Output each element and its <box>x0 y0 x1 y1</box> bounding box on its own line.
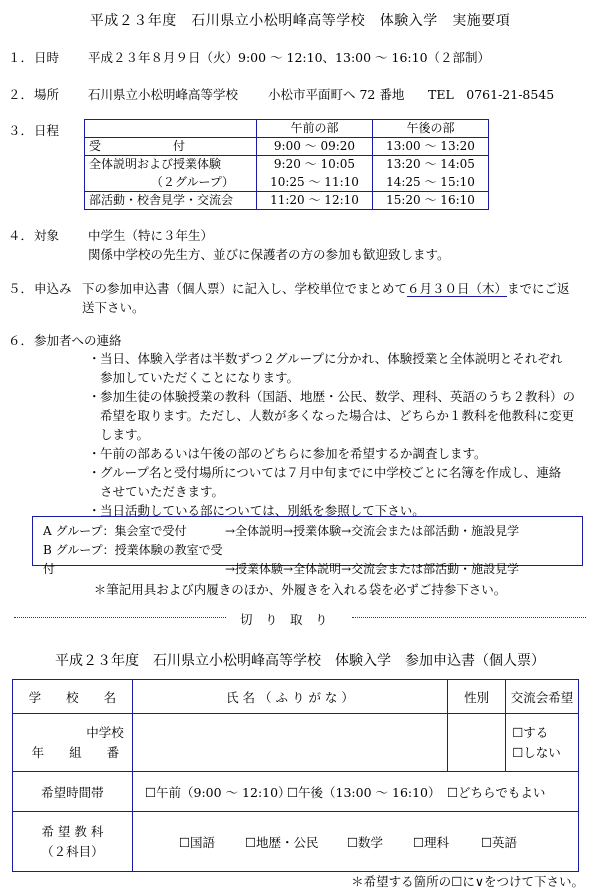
group-b-flow: →授業体験→全体説明→交流会または部活動・施設見学 <box>225 562 520 576</box>
schedule-row-am: 11:20 〜 12:10 <box>257 192 373 210</box>
section-4-line2: 関係中学校の先生方、並びに保護者の方の参加も歓迎致します。 <box>88 247 450 262</box>
note-item <box>90 444 590 463</box>
schedule-row <box>85 174 489 192</box>
schedule-row-label: 受 付 <box>85 138 257 156</box>
subject-japanese-checkbox[interactable]: ☐国語 <box>178 834 216 850</box>
name-cell[interactable] <box>132 714 447 772</box>
note-line: します。 <box>100 427 150 442</box>
note-item <box>90 387 590 444</box>
schedule-row-label: 全体説明および授業体験 <box>85 156 257 174</box>
schedule-row-pm: 14:25 〜 15:10 <box>373 174 489 192</box>
header-school: 学 校 名 <box>13 680 133 714</box>
schedule-row <box>85 192 489 210</box>
schedule-header-am: 午前の部 <box>257 120 373 138</box>
schedule-row-label: 部活動・校舎見学・交流会 <box>85 192 257 210</box>
section-6-label: 参加者への連絡 <box>34 333 122 348</box>
schedule-row-am: 10:25 〜 11:10 <box>257 174 373 192</box>
exchange-yes-checkbox[interactable]: ☐する <box>512 724 549 740</box>
note-line: ・ 当日、体験入学者は半数ずつ２グループに分かれ、体験授業と全体説明とそれぞれ <box>100 351 563 366</box>
class-label: 年 組 番 <box>31 744 120 760</box>
notes-list <box>90 349 590 520</box>
section-5-text <box>82 279 570 297</box>
form-student-row <box>13 714 579 772</box>
section-2-number: ２． <box>8 87 34 102</box>
exchange-no-checkbox[interactable]: ☐しない <box>512 744 561 760</box>
section-2-address: 小松市平面町へ 72 番地 <box>268 87 405 102</box>
section-5-line2: 送下さい。 <box>82 300 145 315</box>
section-5-post: までにご返 <box>507 281 570 296</box>
section-1-text: 平成２３年８月９日（火）9:00 〜 12:10、13:00 〜 16:10（２部制） <box>88 50 491 65</box>
school-suffix: 中学校 <box>86 724 124 740</box>
header-name: 氏 名 （ ふ り が な ） <box>132 680 447 714</box>
footnote: ＊筆記用具および内履きのほか、外履きを入れる袋を必ずご持参下さい。 <box>93 582 507 597</box>
subject-label-cell <box>13 812 133 872</box>
section-3-label: 日程 <box>34 123 60 138</box>
group-a-row <box>43 522 572 541</box>
schedule-row-pm: 13:00 〜 13:20 <box>373 138 489 156</box>
schedule-row-am: 9:20 〜 10:05 <box>257 156 373 174</box>
subject-sub: （２科目） <box>41 843 104 859</box>
gender-cell[interactable] <box>448 714 506 772</box>
note-line: ・ 当日活動している部については、別紙を参照して下さい。 <box>100 503 425 518</box>
subject-label: 希 望 教 科 <box>41 823 104 839</box>
note-item <box>90 349 590 387</box>
note-line: ・ 参加生徒の体験授業の教科（国語、地歴・公民、数学、理科、英語のうち２教科）の <box>100 389 576 404</box>
cut-line-right <box>352 617 586 618</box>
note-line: 参加していただくことになります。 <box>100 370 300 385</box>
form-title: 平成２３年度 石川県立小松明峰高等学校 体験入学 参加申込書（個人票） <box>55 653 545 669</box>
section-5-label: 申込み <box>34 281 72 296</box>
group-b-row <box>43 541 572 579</box>
group-box <box>32 516 583 576</box>
section-5-number: ５． <box>8 281 34 296</box>
section-2-label: 場所 <box>34 87 60 102</box>
note-line: ・ グループ名と受付場所については７月中旬までに中学校ごとに名簿を作成し、連絡 <box>100 465 562 480</box>
section-2-tel: TEL 0761-21-8545 <box>428 87 555 102</box>
schedule-row-am: 9:00 〜 09:20 <box>257 138 373 156</box>
header-gender: 性別 <box>448 680 506 714</box>
section-4-line1: 中学生（特に３年生） <box>88 228 214 243</box>
schedule-row-pm: 13:20 〜 14:05 <box>373 156 489 174</box>
form-subject-row <box>13 812 579 872</box>
section-4-number: ４． <box>8 228 34 243</box>
schedule-row-label: （２グループ） <box>85 174 257 192</box>
note-line: 希望を取ります。ただし、人数が多くなった場合は、どちらか１教科を他教科に変更 <box>100 408 575 423</box>
time-am-checkbox[interactable]: ☐午前（9:00 〜 12:10） <box>144 784 291 800</box>
time-pm-checkbox[interactable]: ☐午後（13:00 〜 16:10） <box>286 784 441 800</box>
cut-line-left <box>14 617 226 618</box>
form-time-row <box>13 772 579 812</box>
schedule-header-blank <box>85 120 257 138</box>
section-2-school: 石川県立小松明峰高等学校 <box>88 87 239 102</box>
section-1-number: １． <box>8 50 34 65</box>
section-1-label: 日時 <box>34 50 60 65</box>
section-4-label: 対象 <box>34 228 60 243</box>
subject-history-checkbox[interactable]: ☐地歴・公民 <box>244 834 319 850</box>
subject-english-checkbox[interactable]: ☐英語 <box>480 834 518 850</box>
note-item <box>90 463 590 501</box>
group-b-label: B グループ：授業体験の教室で受付 <box>43 543 223 576</box>
time-options <box>132 772 578 812</box>
form-note: ＊希望する箇所の☐に∨をつけて下さい。 <box>351 874 584 889</box>
subject-science-checkbox[interactable]: ☐理科 <box>412 834 450 850</box>
deadline-date: ６月３０日（木） <box>407 281 508 296</box>
schedule-header-row <box>85 120 489 138</box>
subject-math-checkbox[interactable]: ☐数学 <box>346 834 384 850</box>
school-cell[interactable] <box>13 714 133 772</box>
subject-options <box>132 812 578 872</box>
schedule-table <box>84 119 489 210</box>
application-form <box>12 679 579 872</box>
time-any-checkbox[interactable]: ☐どちらでもよい <box>446 784 546 800</box>
exchange-cell <box>506 714 579 772</box>
group-a-flow: →全体説明→授業体験→交流会または部活動・施設見学 <box>225 524 520 538</box>
section-5-pre: 下の参加申込書（個人票）に記入し、学校単位でまとめて <box>82 281 408 296</box>
time-label: 希望時間帯 <box>13 772 133 812</box>
note-line: させていただきます。 <box>100 484 225 499</box>
schedule-header-pm: 午後の部 <box>373 120 489 138</box>
schedule-row <box>85 156 489 174</box>
schedule-row <box>85 138 489 156</box>
header-exchange: 交流会希望 <box>506 680 579 714</box>
section-6-number: ６． <box>8 333 34 348</box>
cut-label: 切 り 取 り <box>240 612 328 627</box>
group-a-label: A グループ：集会室で受付 <box>43 524 187 538</box>
page-title: 平成２３年度 石川県立小松明峰高等学校 体験入学 実施要項 <box>89 13 511 29</box>
form-header-row <box>13 680 579 714</box>
note-line: ・ 午前の部あるいは午後の部のどちらに参加を希望するか調査します。 <box>100 446 487 461</box>
section-3-number: ３． <box>8 123 34 138</box>
schedule-row-pm: 15:20 〜 16:10 <box>373 192 489 210</box>
